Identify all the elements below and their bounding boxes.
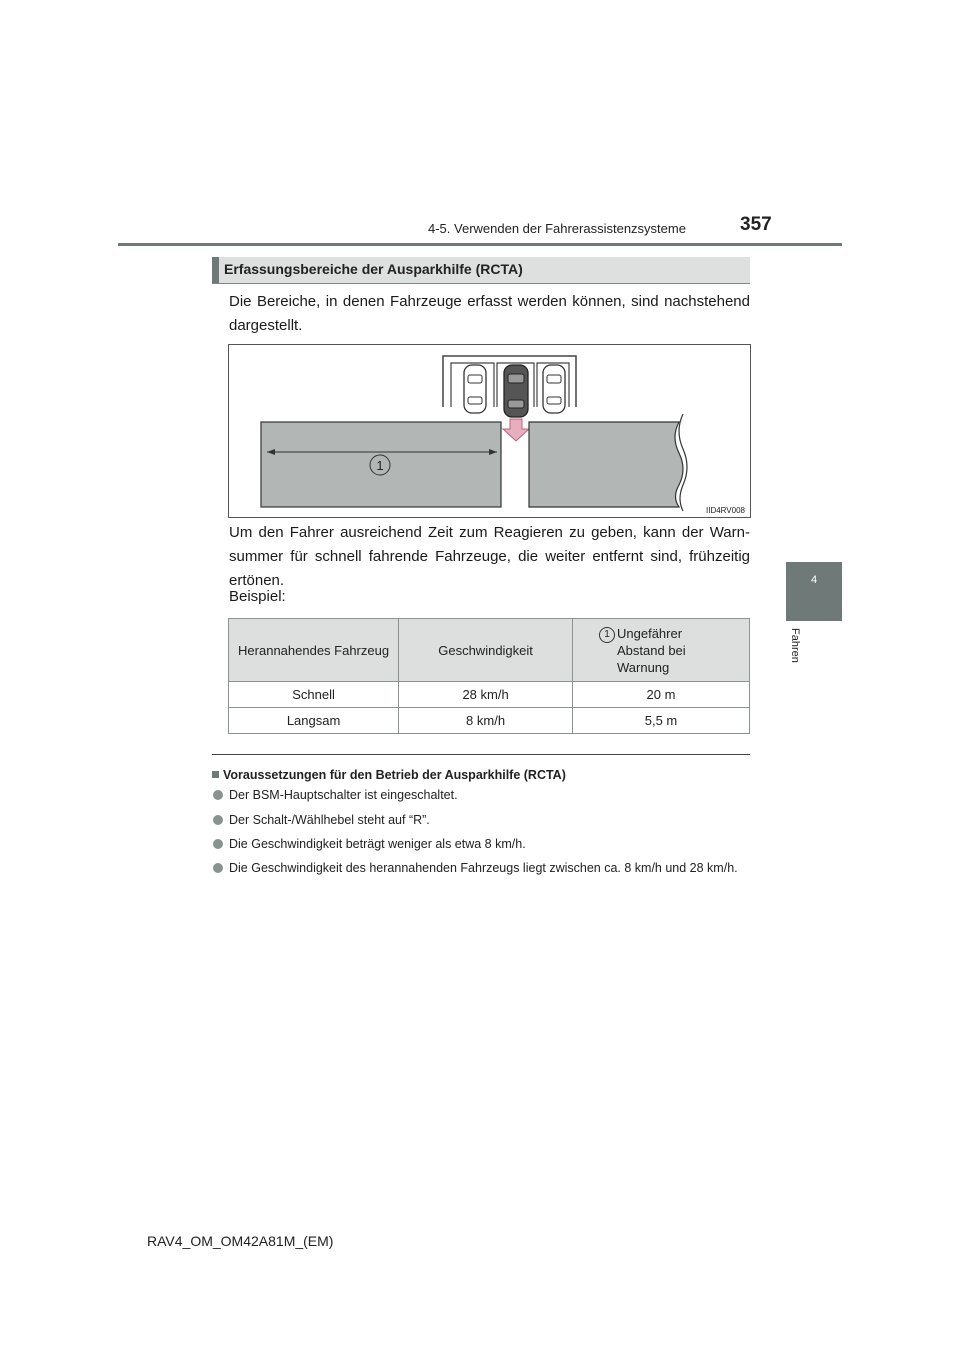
bullet-icon xyxy=(213,863,223,873)
section-heading-text: Erfassungsbereiche der Ausparkhilfe (RCTA) xyxy=(224,261,523,277)
table-header-vehicle: Herannahendes Fahrzeug xyxy=(229,619,399,682)
list-item xyxy=(229,786,750,804)
bullet-icon xyxy=(213,815,223,825)
table-row xyxy=(229,682,750,708)
list-item-text: Der Schalt-/Wählhebel steht auf “R”. xyxy=(229,813,430,827)
chapter-tab-number: 4 xyxy=(810,574,818,586)
conditions-heading-text: Voraussetzungen für den Betrieb der Ausparkhilfe (RCTA) xyxy=(223,768,566,782)
chapter-tab-label: Fahren xyxy=(789,628,801,663)
example-label: Beispiel: xyxy=(229,588,286,605)
chapter-tab-label-wrap xyxy=(787,628,803,678)
section-heading-bar xyxy=(212,257,219,283)
conditions-heading xyxy=(212,768,566,782)
table-cell: 5,5 m xyxy=(573,708,750,734)
table-cell: 28 km/h xyxy=(399,682,573,708)
right-detection-area xyxy=(529,422,683,507)
table-cell: 8 km/h xyxy=(399,708,573,734)
list-item-text: Die Geschwindigkeit des herannahenden Fahrzeugs liegt zwischen ca. 8 km/h und 28 km/h. xyxy=(229,861,738,875)
reversing-car xyxy=(504,365,528,417)
detection-area-diagram xyxy=(229,345,750,517)
table-cell: Schnell xyxy=(229,682,399,708)
reverse-direction-arrow xyxy=(503,419,529,441)
square-bullet-icon xyxy=(212,771,219,778)
table-cell: Langsam xyxy=(229,708,399,734)
list-item-text: Der BSM-Hauptschalter ist eingeschaltet. xyxy=(229,788,458,802)
intro-paragraph: Die Bereiche, in denen Fahrzeuge erfasst werden können, sind nachstehend dargestellt. xyxy=(229,293,750,334)
detection-area-figure xyxy=(228,344,751,518)
header-rule xyxy=(118,243,842,246)
table-header-distance-text: Ungefährer Abstand bei Warnung xyxy=(617,625,686,675)
document-footer: RAV4_OM_OM42A81M_(EM) xyxy=(147,1233,334,1249)
table-cell: 20 m xyxy=(573,682,750,708)
parked-car-right xyxy=(543,365,565,413)
chapter-tab[interactable] xyxy=(786,562,842,621)
table-header-marker: 1 xyxy=(599,627,615,643)
table-header-speed: Geschwindigkeit xyxy=(399,619,573,682)
parked-car-left xyxy=(464,365,486,413)
list-item-text: Die Geschwindigkeit beträgt weniger als etwa 8 km/h. xyxy=(229,837,526,851)
table-header-row xyxy=(229,619,750,682)
list-item xyxy=(229,811,750,829)
section-divider xyxy=(212,754,750,755)
page-number: 357 xyxy=(740,214,772,235)
figure-code: IID4RV008 xyxy=(706,506,745,515)
section-heading xyxy=(212,257,750,284)
warning-distance-table xyxy=(228,618,750,734)
list-item xyxy=(229,835,750,853)
bullet-icon xyxy=(213,790,223,800)
list-item xyxy=(229,859,750,877)
header-section-title: 4-5. Verwenden der Fahrerassistenzsysteme xyxy=(428,221,686,236)
note-paragraph: Um den Fahrer ausreichend Zeit zum Reagieren zu geben, kann der Warn- summer für schnell fahrende Fahrzeuge, die weiter entfernt sind, frühzeitig ertönen. xyxy=(229,524,750,589)
table-header-distance xyxy=(573,619,750,682)
figure-label-1: 1 xyxy=(376,458,384,473)
bullet-icon xyxy=(213,839,223,849)
table-row xyxy=(229,708,750,734)
